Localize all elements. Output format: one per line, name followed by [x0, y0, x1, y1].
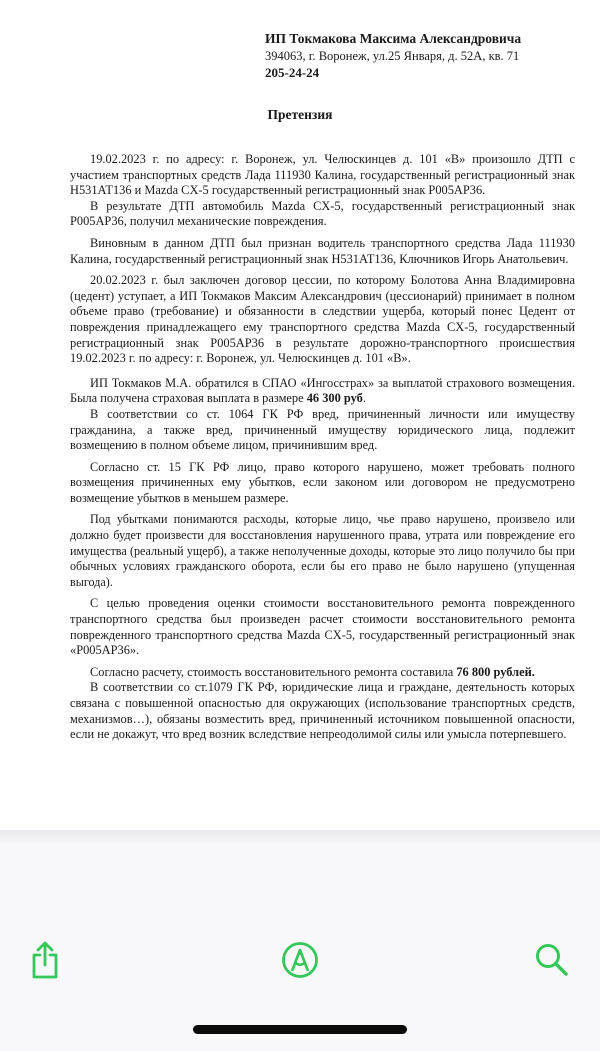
paragraph-5-text: ИП Токмаков М.А. обратился в СПАО «Ингосстрах» за выплатой страхового возмещения. Была получена страховая выплата в размере — [70, 375, 575, 406]
letter-header — [265, 30, 595, 81]
home-indicator[interactable] — [193, 1025, 407, 1034]
paragraph-4: 20.02.2023 г. был заключен договор цессии, по которому Болотова Анна Владимировна (цедент) уступает, а ИП Токмаков Максим Александрович (цессионарий) принимает в полном объеме право (требование) и обязанности в следствии ущерба, который понес Цедент от повреждения принадлежащего ему транспортного средства Mazda CX-5, государственный регистрационный знак Р005АР36 в результате дорожно-транспортного происшествия 19.02.2023 г. по адресу: г. Воронеж, ул. Челюскинцев д. 101 «В». — [70, 273, 575, 366]
paragraph-10 — [70, 665, 575, 681]
document-title: Претензия — [267, 107, 333, 122]
paragraph-3: Виновным в данном ДТП был признан водитель транспортного средства Лада 111930 Калина, государственный регистрационный знак Н531АТ136, Ключников Игорь Анатольевич. — [70, 235, 575, 266]
page-edge — [0, 830, 600, 844]
search-icon — [533, 941, 571, 984]
sender-address: 394063, г. Воронеж, ул.25 Января, д. 52А, кв. 71 — [265, 49, 520, 63]
paragraph-5-end: . — [362, 391, 366, 406]
paragraph-8: Под убытками понимаются расходы, которые лицо, чье право нарушено, произвело или должно будет произвести для восстановления нарушенного права, утрата или повреждение его имущества (реальный ущерб), а также неполученные доходы, которые это лицо получило бы при обычных условиях гражданского оборота, если бы его право не было нарушено (упущенная выгода). — [70, 512, 575, 589]
document-body — [70, 152, 575, 743]
sender-phone: 205-24-24 — [265, 65, 320, 80]
search-button[interactable] — [530, 940, 574, 984]
paragraph-5 — [70, 376, 575, 407]
repair-cost-amount: 76 800 рублей. — [456, 664, 535, 679]
paragraph-1: 19.02.2023 г. по адресу: г. Воронеж, ул. Челюскинцев д. 101 «В» произошло ДТП с участием транспортных средств Лада 111930 Калина, государственный регистрационный знак Н531АТ136 и Mazda CX-5 государственный регистрационный знак Р005АР36. — [70, 152, 575, 198]
markup-button[interactable] — [278, 940, 322, 984]
paragraph-9: С целью проведения оценки стоимости восстановительного ремонта поврежденного транспортного средства был произведен расчет стоимости восстановительного ремонта поврежденного транспортного средства Mazda CX-5, государственный регистрационный знак «Р005АР36». — [70, 596, 575, 658]
share-icon — [27, 940, 63, 985]
share-button[interactable] — [23, 940, 67, 984]
paragraph-6: В соответствии со ст. 1064 ГК РФ вред, причиненный личности или имуществу гражданина, а также вред, причиненный имуществу юридического лица, подлежит возмещению в полном объеме лицом, причинившим вред. — [70, 406, 575, 453]
payout-amount: 46 300 руб — [306, 391, 363, 406]
markup-pen-icon — [280, 940, 320, 985]
paragraph-11: В соответствии со ст.1079 ГК РФ, юридические лица и граждане, деятельность которых связана с повышенной опасностью для окружающих (использование транспортных средств, механизмов…), обязаны возместить вред, причиненный источником повышенной опасности, если не докажут, что вред возник вследствие непреодолимой силы или умысла потерпевшего. — [70, 680, 575, 742]
paragraph-10-text: Согласно расчету, стоимость восстановительного ремонта составила — [90, 664, 457, 679]
paragraph-7: Согласно ст. 15 ГК РФ лицо, право которого нарушено, может требовать полного возмещения причиненных ему убытков, если законом или договором не предусмотрено возмещение убытков в меньшем размере. — [70, 459, 575, 505]
paragraph-2: В результате ДТП автомобиль Mazda CX-5, государственный регистрационный знак Р005АР36, получил механические повреждения. — [70, 198, 575, 229]
bottom-toolbar — [0, 930, 600, 1000]
sender-name: ИП Токмакова Максима Александровича — [265, 31, 522, 46]
